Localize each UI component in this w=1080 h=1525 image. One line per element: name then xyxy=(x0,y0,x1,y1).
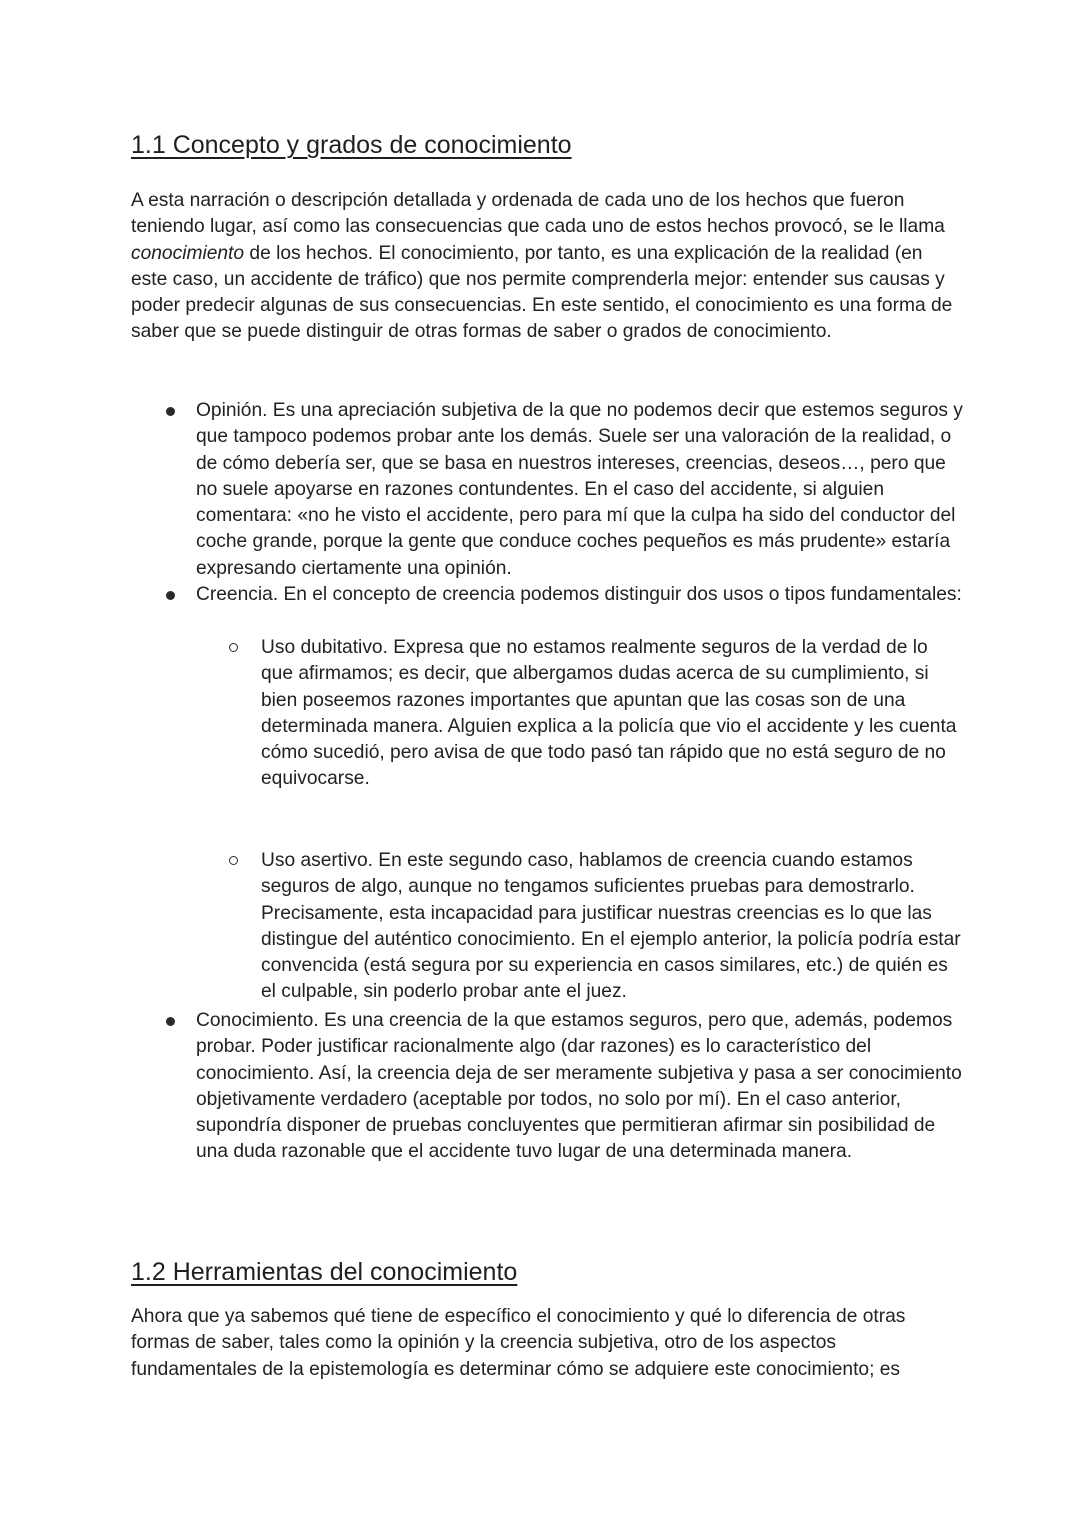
list-item-conocimiento: Conocimiento. Es una creencia de la que estamos seguros, pero que, además, podemos probar. Poder justificar racionalmente algo (dar razones) es lo característico del conocimiento. Así, la creencia deja de ser meramente subjetiva y pasa a ser conocimiento objetivamente verdadero (aceptable por todos, no solo por mí). En el caso anterior, supondría disponer de pruebas concluyentes que permitieran afirmar sin posibilidad de una duda razonable que el accidente tuvo lugar de una determinada manera. xyxy=(196,1010,962,1163)
bullet-disc-icon xyxy=(166,407,175,416)
list-item-opinion: Opinión. Es una apreciación subjetiva de la que no podemos decir que estemos seguros y que tampoco podemos probar ante los demás. Suele ser una valoración de la realidad, o de cómo debería ser, que se basa en nuestros intereses, creencias, deseos…, pero que no suele apoyarse en razones contundentes. En el caso del accidente, si alguien comentara: «no he visto el accidente, pero para mí que la culpa ha sido del conductor del coche grande, porque la gente que conduce coches pequeños es más prudente» estaría expresando ciertamente una opinión. xyxy=(196,400,963,579)
sublist-item-uso-asertivo: Uso asertivo. En este segundo caso, hablamos de creencia cuando estamos seguros de algo, aunque no tengamos suficientes pruebas para demostrarlo. Precisamente, esta incapacidad para justificar nuestras creencias es lo que las distingue del auténtico conocimiento. En el ejemplo anterior, la policía podría estar convencida (está segura por su experiencia en casos similares, etc.) de quién es el culpable, sin poderlo probar ante el juez. xyxy=(261,850,961,1003)
intro-text-after: de los hechos. El conocimiento, por tanto, es una explicación de la realidad (en este caso, un accidente de tráfico) que nos permite comprenderla mejor: entender sus causas y poder predecir algunas de sus consecuencias. En este sentido, el conocimiento es una forma de saber que se puede distinguir de otras formas de saber o grados de conocimiento. xyxy=(131,242,953,343)
intro-italic-term: conocimiento xyxy=(131,242,245,264)
intro-text-before: A esta narración o descripción detallada y ordenada de cada uno de los hechos que fueron teniendo lugar, así como las consecuencias que cada uno de estos hechos provocó, se le llama xyxy=(131,190,945,238)
bullet-disc-icon xyxy=(166,591,175,600)
herramientas-paragraph: Ahora que ya sabemos qué tiene de específico el conocimiento y qué lo diferencia de otras formas de saber, tales como la opinión y la creencia subjetiva, otro de los aspectos fundamentales de la epistemología es determinar cómo se adquiere este conocimiento; es xyxy=(131,1306,906,1380)
bullet-circle-icon xyxy=(229,856,238,865)
sublist-item-uso-dubitativo: Uso dubitativo. Expresa que no estamos realmente seguros de la verdad de lo que afirmamos; es decir, que albergamos dudas acerca de su cumplimiento, si bien poseemos razones importantes que apuntan que las cosas son de una determinada manera. Alguien explica a la policía que vio el accidente y les cuenta cómo sucedió, pero avisa de que todo pasó tan rápido que no está seguro de no equivocarse. xyxy=(261,637,957,790)
bullet-circle-icon xyxy=(229,643,238,652)
section-heading-herramientas: 1.2 Herramientas del conocimiento xyxy=(131,1258,518,1286)
section-heading-concepto: 1.1 Concepto y grados de conocimiento xyxy=(131,131,572,159)
bullet-disc-icon xyxy=(166,1017,175,1026)
list-item-creencia: Creencia. En el concepto de creencia podemos distinguir dos usos o tipos fundamentales: xyxy=(196,584,962,605)
intro-paragraph xyxy=(131,188,961,346)
